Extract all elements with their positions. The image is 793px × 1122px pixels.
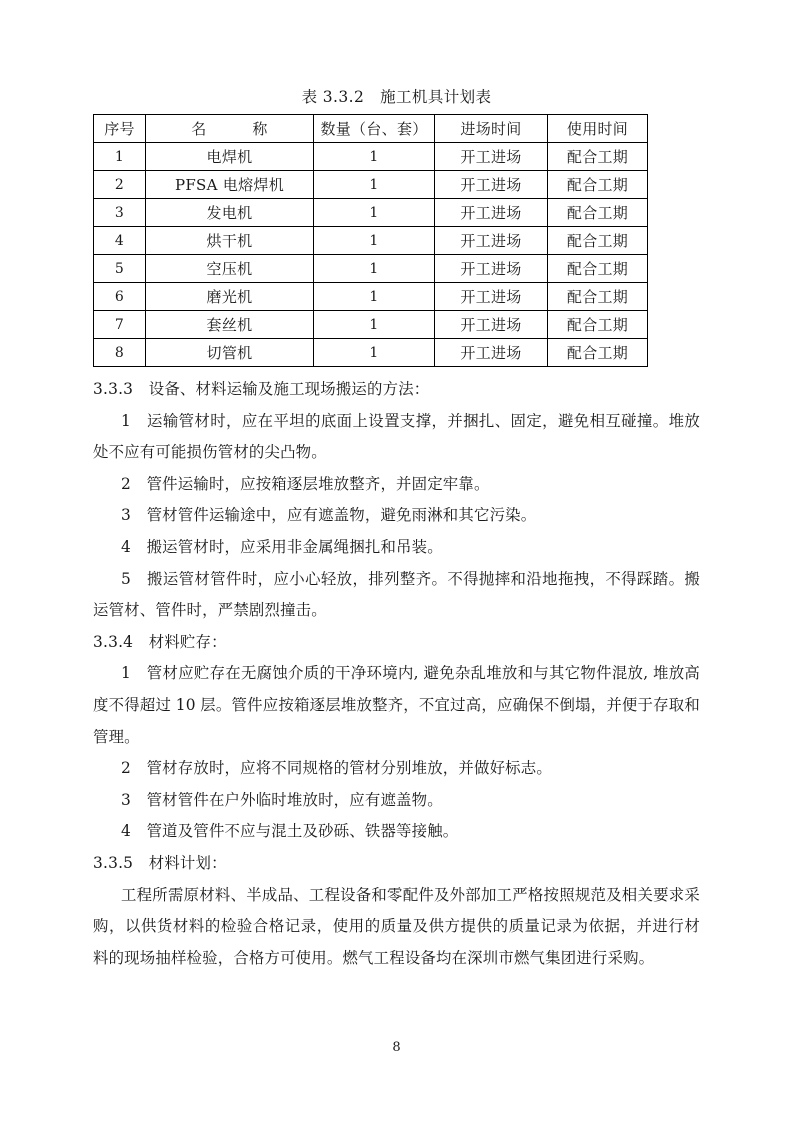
cell-entry-time: 开工进场 [435,255,548,283]
section-3-3-4-item-2: 2 管材存放时，应将不同规格的管材分别堆放，并做好标志。 [121,759,552,778]
cell-qty: 1 [314,171,435,199]
cell-entry-time: 开工进场 [435,283,548,311]
cell-name: 烘干机 [146,227,314,255]
section-heading-3-3-4: 3.3.4 材料贮存： [93,632,227,651]
cell-no: 2 [94,171,146,199]
table-row [94,171,648,199]
section-3-3-4-item-4: 4 管道及管件不应与混土及砂砾、铁器等接触。 [121,822,459,841]
cell-use-time: 配合工期 [548,171,648,199]
section-3-3-3-item-2: 2 管件运输时，应按箱逐层堆放整齐，并固定牢靠。 [121,474,490,493]
cell-qty: 1 [314,255,435,283]
section-3-3-3-item-5: 5 搬运管材管件时，应小心轻放，排列整齐。不得抛摔和沿地拖拽，不得踩踏。搬运管材、管件时，严禁剧烈撞击。 [93,569,700,620]
table-row [94,255,648,283]
cell-use-time: 配合工期 [548,143,648,171]
section-3-3-3-item-3: 3 管材管件运输途中，应有遮盖物，避免雨淋和其它污染。 [121,506,537,525]
cell-name: 电焊机 [146,143,314,171]
cell-qty: 1 [314,227,435,255]
section-3-3-3-item-4: 4 搬运管材时，应采用非金属绳捆扎和吊装。 [121,537,443,556]
cell-entry-time: 开工进场 [435,227,548,255]
column-header-qty: 数量（台、套） [314,115,435,143]
cell-entry-time: 开工进场 [435,143,548,171]
construction-equipment-table [93,114,648,367]
cell-use-time: 配合工期 [548,339,648,367]
cell-name: PFSA 电熔焊机 [146,171,314,199]
cell-qty: 1 [314,199,435,227]
section-3-3-3-item-1: 1 运输管材时，应在平坦的底面上设置支撑，并捆扎、固定，避免相互碰撞。堆放处不应有可能损伤管材的尖凸物。 [93,411,700,462]
cell-no: 7 [94,311,146,339]
cell-no: 8 [94,339,146,367]
section-3-3-5-body: 工程所需原材料、半成品、工程设备和零配件及外部加工严格按照规范及相关要求采购，以供货材料的检验合格记录，使用的质量及供方提供的质量记录为依据，并进行材料的现场抽样检验，合格方可使用。燃气工程设备均在深圳市燃气集团进行采购。 [93,885,700,967]
column-header-entry-time: 进场时间 [435,115,548,143]
cell-no: 6 [94,283,146,311]
table-caption: 表 3.3.2 施工机具计划表 [301,88,492,106]
cell-no: 1 [94,143,146,171]
section-3-3-4-item-1: 1 管材应贮存在无腐蚀介质的干净环境内, 避免杂乱堆放和与其它物件混放, 堆放高度不得超过 10 层。管件应按箱逐层堆放整齐，不宜过高，应确保不倒塌，并便于存取和管理。 [93,664,700,746]
cell-name: 磨光机 [146,283,314,311]
table-row [94,227,648,255]
cell-entry-time: 开工进场 [435,199,548,227]
table-row [94,311,648,339]
cell-name: 发电机 [146,199,314,227]
cell-qty: 1 [314,339,435,367]
body-text [93,374,700,974]
cell-no: 3 [94,199,146,227]
cell-use-time: 配合工期 [548,311,648,339]
cell-entry-time: 开工进场 [435,311,548,339]
table-row [94,283,648,311]
cell-no: 5 [94,255,146,283]
cell-qty: 1 [314,143,435,171]
table-row [94,199,648,227]
column-header-no: 序号 [94,115,146,143]
cell-qty: 1 [314,283,435,311]
page-content [93,86,700,974]
section-heading-3-3-5: 3.3.5 材料计划： [93,853,227,872]
column-header-use-time: 使用时间 [548,115,648,143]
cell-use-time: 配合工期 [548,283,648,311]
page-number: 8 [392,1040,401,1055]
section-3-3-4-item-3: 3 管材管件在户外临时堆放时，应有遮盖物。 [121,790,443,809]
cell-no: 4 [94,227,146,255]
cell-name: 切管机 [146,339,314,367]
cell-name: 空压机 [146,255,314,283]
cell-qty: 1 [314,311,435,339]
cell-use-time: 配合工期 [548,199,648,227]
table-row [94,143,648,171]
cell-entry-time: 开工进场 [435,339,548,367]
section-heading-3-3-3: 3.3.3 设备、材料运输及施工现场搬运的方法： [93,380,430,398]
cell-use-time: 配合工期 [548,227,648,255]
cell-entry-time: 开工进场 [435,171,548,199]
table-header-row [94,115,648,143]
column-header-name: 名 称 [146,115,314,143]
table-row [94,339,648,367]
cell-use-time: 配合工期 [548,255,648,283]
cell-name: 套丝机 [146,311,314,339]
